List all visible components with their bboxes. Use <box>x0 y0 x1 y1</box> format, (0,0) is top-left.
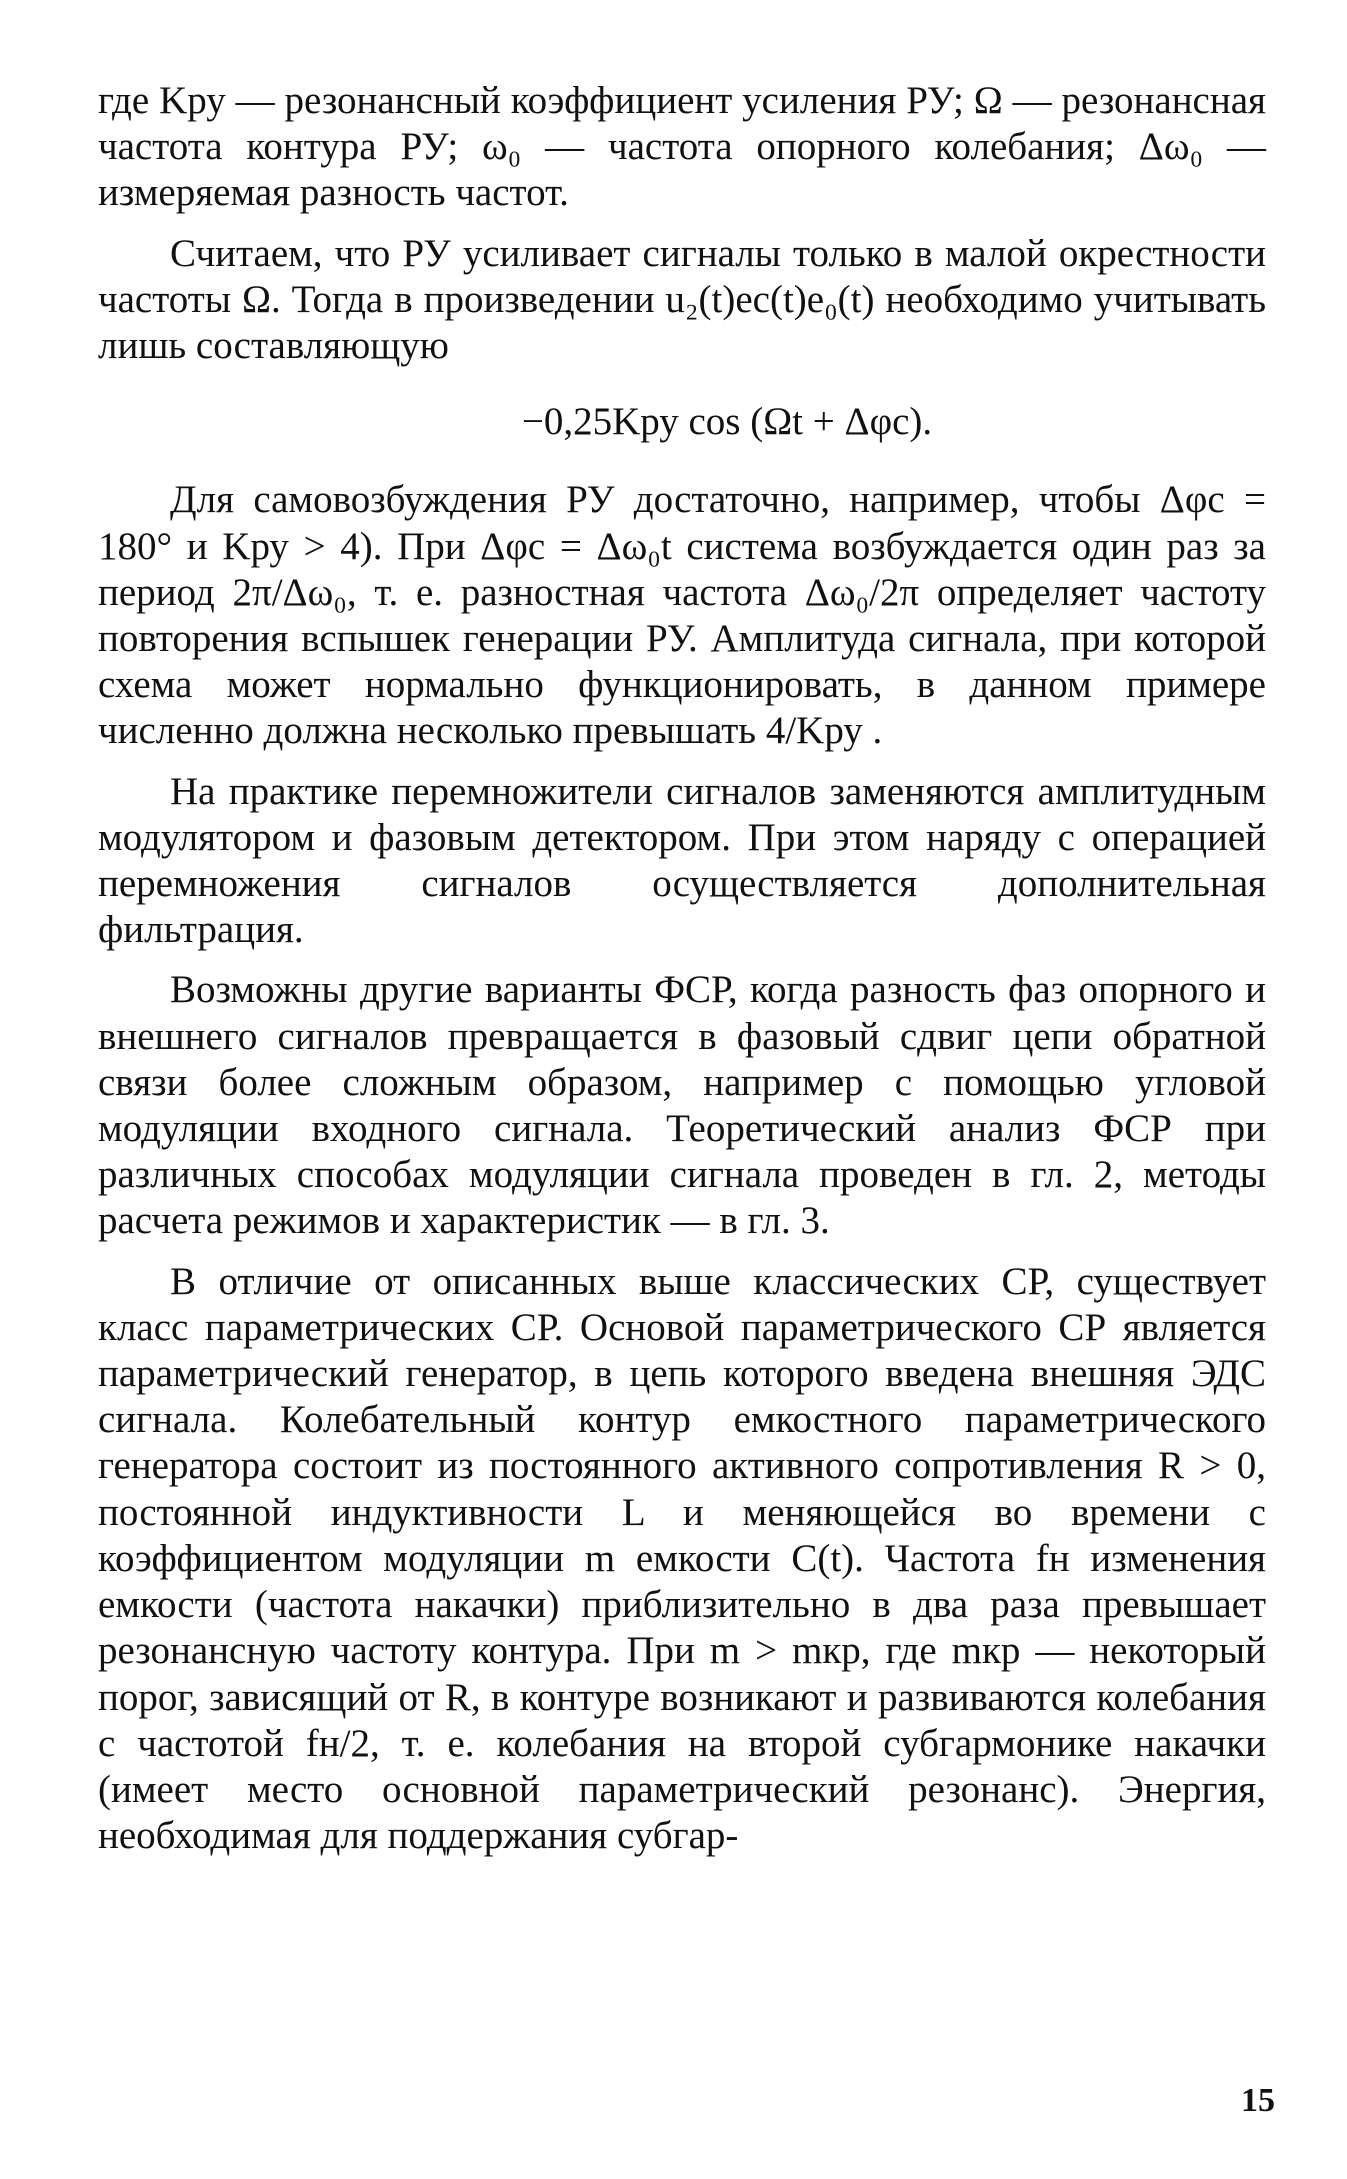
paragraph-assumption: Считаем, что РУ усиливает сигналы только в малой окрестности частоты Ω. Тогда в произведении u₂(t)eс(t)e₀(t) необходимо учитывать лишь составляющую <box>98 231 1266 368</box>
page-number: 15 <box>1241 2082 1275 2119</box>
paragraph-parametric: В отличие от описанных выше классических СР, существует класс параметрических СР. Основой параметрического СР является параметрический генератор, в цепь которого введена внешняя ЭДС сигнала. Колебательный контур емкостного параметрического генератора состоит из постоянного активного сопротивления R > 0, постоянной индуктивности L и меняющейся во времени с коэффициентом модуляции m емкости C(t). Частота fн изменения емкости (частота накачки) приблизительно в два раза превышает резонансную частоту контура. При m > mкр, где mкр — некоторый порог, зависящий от R, в контуре возникают и развиваются колебания с частотой fн/2, т. е. колебания на второй субгармонике накачки (имеет место основной параметрический резонанс). Энергия, необходимая для поддержания субгар- <box>98 1259 1266 1858</box>
body-text <box>98 78 1266 1859</box>
formula: −0,25Kру cos (Ωt + Δφс). <box>521 400 933 444</box>
paragraph-self-excitation: Для самовозбуждения РУ достаточно, например, чтобы Δφс = 180° и Kру > 4). При Δφс = Δω₀t система возбуждается один раз за период 2π/Δω₀, т. е. разностная частота Δω₀/2π определяет частоту повторения вспышек генерации РУ. Амплитуда сигнала, при которой схема может нормально функционировать, в данном примере численно должна несколько превышать 4/Kру . <box>98 478 1266 753</box>
paragraph-practice: На практике перемножители сигналов заменяются амплитудным модулятором и фазовым детектором. При этом наряду с операцией перемножения сигналов осуществляется дополнительная фильтрация. <box>98 769 1266 952</box>
paragraph-definitions: где Kру — резонансный коэффициент усиления РУ; Ω — резонансная частота контура РУ; ω₀ — частота опорного колебания; Δω₀ — измеряемая разность частот. <box>98 79 1266 215</box>
paragraph-variants: Возможны другие варианты ФСР, когда разность фаз опорного и внешнего сигналов превращается в фазовый сдвиг цепи обратной связи более сложным образом, например с помощью угловой модуляции входного сигнала. Теоретический анализ ФСР при различных способах модуляции сигнала проведен в гл. 2, методы расчета режимов и характеристик — в гл. 3. <box>98 968 1266 1243</box>
